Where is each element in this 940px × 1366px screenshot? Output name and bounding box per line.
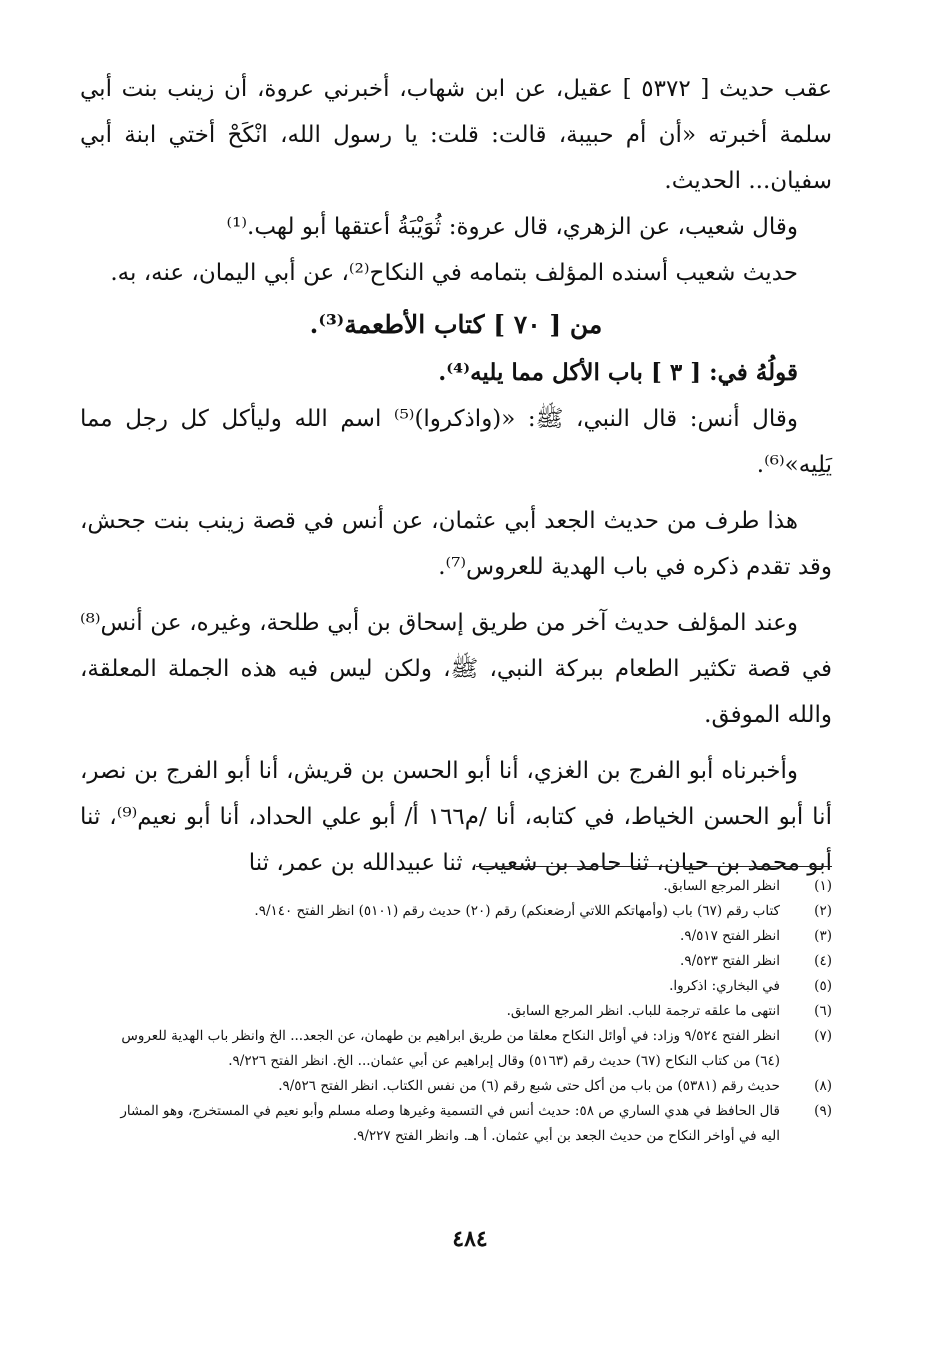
footnote [100,899,832,924]
footnotes [100,874,832,1149]
paragraph-5: هذا طرف من حديث الجعد أبي عثمان، عن أنس في قصة زينب بنت جحش، وقد تقدم ذكره في باب الهدية للعروس⁽⁷⁾. [80,508,832,580]
page-number: ٤٨٤ [452,1226,488,1252]
footnote-separator [476,866,832,867]
paragraph-3: حديث شعيب أسنده المؤلف بتمامه في النكاح⁽²⁾، عن أبي اليمان، عنه، به. [110,260,798,286]
footnote-text: انظر المرجع السابق. [663,878,780,894]
footnote-number: (٩) [814,1103,832,1119]
paragraph-7: وأخبرناه أبو الفرج بن الغزي، أنا أبو الحسن بن قريش، أنا أبو الفرج بن نصر، أنا أبو الحسن الخياط، في كتابه، أنا /م١٦٦ أ/ أبو علي الحداد، أنا أبو نعيم⁽⁹⁾، ثنا أبو محمد بن حيان، ثنا حامد بن شعيب، ثنا عبيدالله بن عمر، ثنا [80,758,832,876]
footnote-text: قال الحافظ في هدي الساري ص ٥٨: حديث أنس في التسمية وغيرها وصله مسلم وأبو نعيم في المستخرج، وهو المشار اليه في أواخر النكاح من حديث الجعد بن أبي عثمان. أ هـ. وانظر الفتح ٩/٢٢٧. [120,1103,780,1144]
footnote-text: انظر الفتح ٩/٥٢٤ وزاد: في أوائل النكاح معلقا من طريق ابراهيم بن طهمان، عن الجعد... الخ وانظر باب الهدية للعروس (٦٤) من كتاب النكاح (٦٧) حديث رقم (٥١٦٣) وقال إبراهيم عن أبي عثمان... الخ. انظر الفتح ٩/٢٢٦. [121,1028,780,1069]
footnote [100,1074,832,1099]
paragraph-1: عقب حديث [ ٥٣٧٢ ] عقيل، عن ابن شهاب، أخبرني عروة، أن زينب بنت أبي سلمة أخبرته «أن أم حبيبة، قالت: قلت: يا رسول الله، انْكَحْ أختي ابنة أبي سفيان... الحديث. [80,76,832,194]
section-heading: من [ ٧٠ ] كتاب الأطعمة⁽³⁾. [309,310,603,339]
paragraph-2: وقال شعيب، عن الزهري، قال عروة: ثُوَيْبَةُ أعتقها أبو لهب.⁽¹⁾ [226,214,798,240]
footnote-text: كتاب رقم (٦٧) باب (وأمهاتكم اللاتي أرضعنكم) رقم (٢٠) حديث رقم (٥١٠١) انظر الفتح ٩/١٤٠. [254,903,780,919]
footnote-number: (٦) [814,1003,832,1019]
paragraph-4: وقال أنس: قال النبي، ﷺ: «(واذكروا)⁽⁵⁾ اسم الله وليأكل كل رجل مما يَلِيه»⁽⁶⁾. [80,406,832,478]
footnote [100,999,832,1024]
main-text [80,66,832,886]
footnote-number: (٢) [814,903,832,919]
footnote-text: حديث رقم (٥٣٨١) من باب من أكل حتى شبع رقم (٦) من نفس الكتاب. انظر الفتح ٩/٥٢٦. [278,1078,780,1094]
footnote [100,974,832,999]
footnote [100,874,832,899]
footnote-number: (٤) [814,953,832,969]
paragraph-6: وعند المؤلف حديث آخر من طريق إسحاق بن أبي طلحة، وغيره، عن أنس⁽⁸⁾ في قصة تكثير الطعام ببركة النبي، ﷺ، ولكن ليس فيه هذه الجملة المعلقة، والله الموفق. [80,610,832,728]
footnote [100,924,832,949]
footnote-text: انتهى ما علقه ترجمة للباب. انظر المرجع السابق. [506,1003,780,1019]
footnote [100,1024,832,1074]
chapter-title: قولُهُ في: [ ٣ ] باب الأكل مما يليه⁽⁴⁾. [438,359,798,386]
footnote-number: (١) [814,878,832,894]
footnote-text: انظر الفتح ٩/٥١٧. [680,928,780,944]
footnote-number: (٧) [814,1028,832,1044]
footnote-text: في البخاري: اذكروا. [669,978,780,994]
footnote-text: انظر الفتح ٩/٥٢٣. [680,953,780,969]
footnote [100,949,832,974]
footnote [100,1099,832,1149]
footnote-number: (٥) [814,978,832,994]
footnote-number: (٣) [814,928,832,944]
footnote-number: (٨) [814,1078,832,1094]
